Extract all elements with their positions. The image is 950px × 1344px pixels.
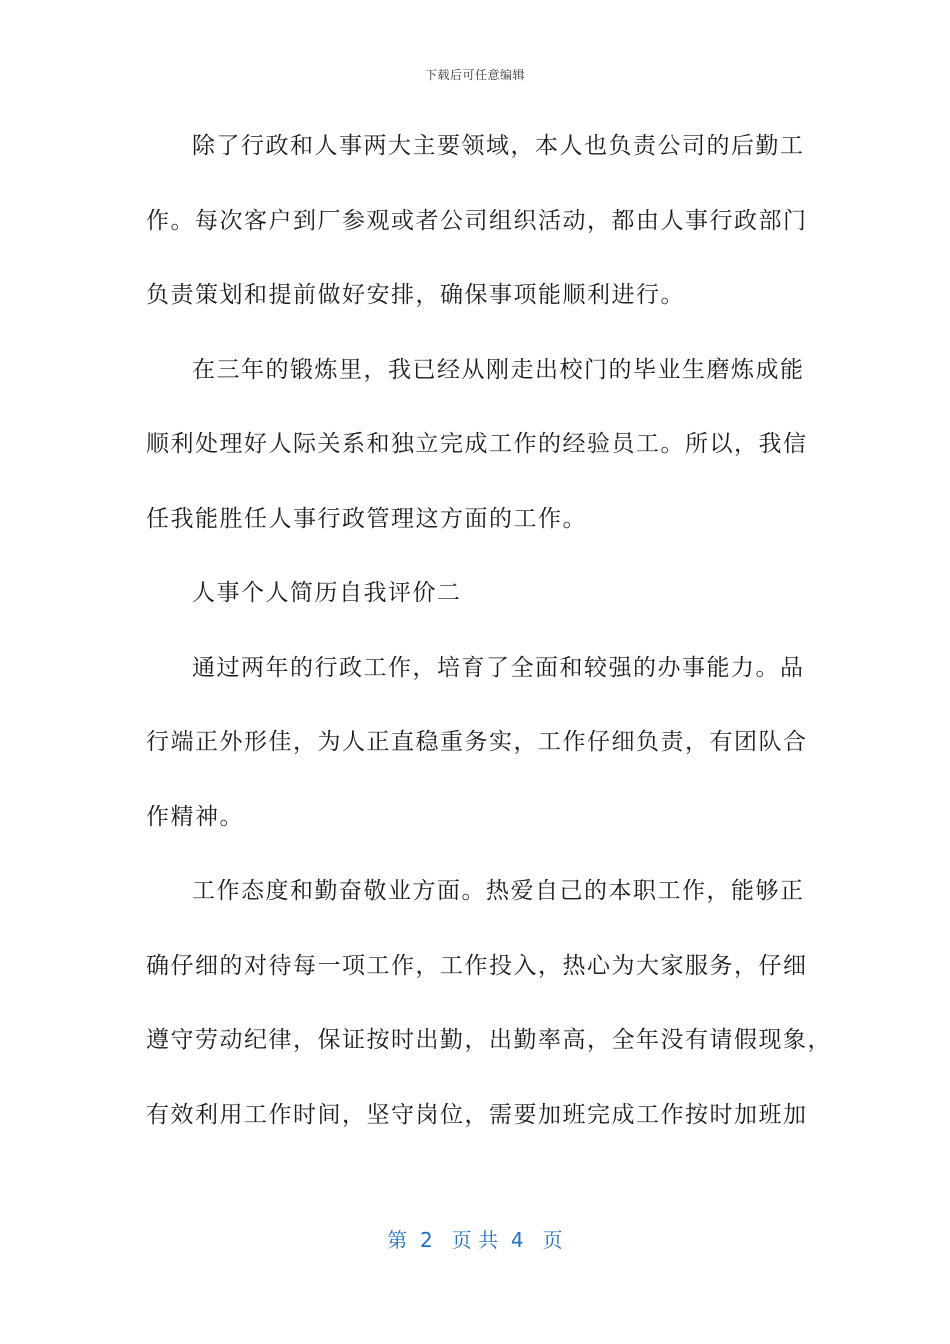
body-text [146, 126, 832, 1169]
section-heading: 人事个人简历自我评价二 [192, 580, 462, 606]
header-note: 下载后可任意编辑 [424, 68, 525, 82]
paragraph-line: 工作态度和勤奋敬业方面。热爱自己的本职工作，能够正 [192, 878, 805, 904]
paragraph-line: 负责策划和提前做好安排，确保事项能顺利进行。 [146, 282, 685, 308]
paragraph-line: 任我能胜任人事行政管理这方面的工作。 [146, 505, 587, 532]
page-number: 第 2 页 共 4 页 [387, 1228, 563, 1252]
paragraph-line: 行端正外形佳，为人正直稳重务实，工作仔细负责，有团队合 [146, 729, 808, 755]
paragraph-line: 通过两年的行政工作，培育了全面和较强的办事能力。品 [192, 654, 805, 681]
paragraph-line: 在三年的锻炼里，我已经从刚走出校门的毕业生磨炼成能 [192, 356, 805, 383]
paragraph-line: 遵守劳动纪律，保证按时出勤，出勤率高，全年没有请假现象， [146, 1027, 832, 1053]
paragraph-line: 作精神。 [146, 803, 244, 830]
paragraph-line: 顺利处理好人际关系和独立完成工作的经验员工。所以，我信 [146, 431, 808, 457]
paragraph-line: 确仔细的对待每一项工作，工作投入，热心为大家服务，仔细 [146, 952, 808, 979]
paragraph-line: 除了行政和人事两大主要领域，本人也负责公司的后勤工 [192, 133, 805, 159]
paragraph-line: 作。每次客户到厂参观或者公司组织活动，都由人事行政部门 [146, 207, 808, 234]
paragraph-line: 有效利用工作时间，坚守岗位，需要加班完成工作按时加班加 [146, 1101, 808, 1128]
